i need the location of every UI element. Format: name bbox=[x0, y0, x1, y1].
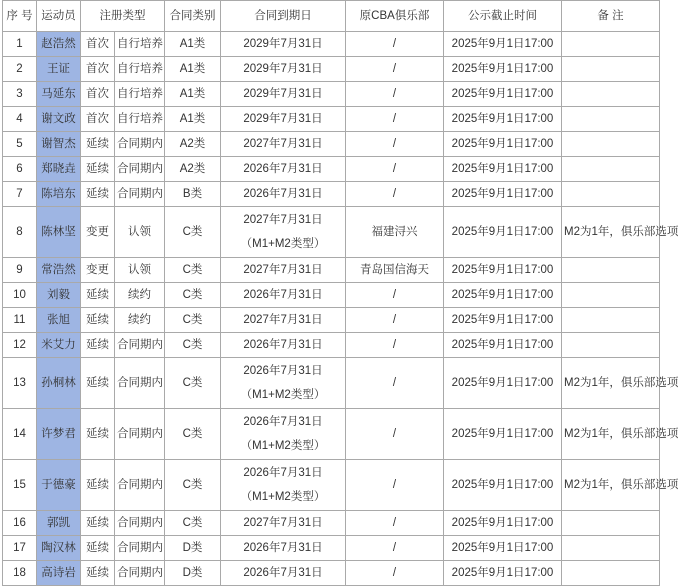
cell-player: 赵浩然 bbox=[37, 32, 81, 57]
cell-expiry-date bbox=[221, 460, 346, 511]
cell-note bbox=[562, 107, 660, 132]
cell-expiry-date bbox=[221, 536, 346, 561]
header-former-club: 原CBA俱乐部 bbox=[346, 1, 444, 32]
cell-note bbox=[562, 132, 660, 157]
cell-registration-subtype: 合同期内 bbox=[115, 132, 165, 157]
cell-registration-type: 首次 bbox=[81, 107, 115, 132]
table-row bbox=[3, 82, 660, 107]
cell-registration-subtype: 续约 bbox=[115, 283, 165, 308]
cell-former-club: / bbox=[346, 283, 444, 308]
cell-deadline: 2025年9月1日17:00 bbox=[444, 258, 562, 283]
player-registration-table bbox=[2, 0, 678, 586]
cell-expiry-date bbox=[221, 258, 346, 283]
expiry-date-line: 2027年7月31日 bbox=[243, 264, 323, 276]
expiry-date-line: 2027年7月31日 bbox=[243, 138, 323, 150]
cell-no: 18 bbox=[3, 561, 37, 586]
cell-expiry-date bbox=[221, 358, 346, 409]
cell-registration-type: 延续 bbox=[81, 536, 115, 561]
table-row bbox=[3, 333, 660, 358]
cell-expiry-date bbox=[221, 182, 346, 207]
table-row bbox=[3, 207, 660, 258]
cell-expiry-date bbox=[221, 283, 346, 308]
cell-deadline: 2025年9月1日17:00 bbox=[444, 283, 562, 308]
cell-deadline: 2025年9月1日17:00 bbox=[444, 333, 562, 358]
header-row bbox=[3, 1, 660, 32]
cell-former-club: / bbox=[346, 536, 444, 561]
cell-no: 14 bbox=[3, 409, 37, 460]
cell-expiry-date bbox=[221, 107, 346, 132]
expiry-date-line: 2027年7月31日 bbox=[243, 517, 323, 529]
header-deadline: 公示截止时间 bbox=[444, 1, 562, 32]
cell-no: 8 bbox=[3, 207, 37, 258]
cell-contract-category: C类 bbox=[165, 511, 221, 536]
cell-note: M2为1年，俱乐部选项 bbox=[562, 409, 660, 460]
table-row bbox=[3, 57, 660, 82]
cell-player: 孙桐林 bbox=[37, 358, 81, 409]
table-row bbox=[3, 283, 660, 308]
cell-contract-category: A1类 bbox=[165, 32, 221, 57]
cell-deadline: 2025年9月1日17:00 bbox=[444, 460, 562, 511]
table-row bbox=[3, 32, 660, 57]
cell-contract-category: C类 bbox=[165, 207, 221, 258]
cell-no: 9 bbox=[3, 258, 37, 283]
cell-player: 郑晓垚 bbox=[37, 157, 81, 182]
cell-deadline: 2025年9月1日17:00 bbox=[444, 409, 562, 460]
cell-contract-category: A2类 bbox=[165, 132, 221, 157]
cell-note: M2为1年，俱乐部选项 bbox=[562, 207, 660, 258]
cell-deadline: 2025年9月1日17:00 bbox=[444, 57, 562, 82]
cell-note bbox=[562, 333, 660, 358]
cell-former-club: / bbox=[346, 511, 444, 536]
cell-player: 米艾力 bbox=[37, 333, 81, 358]
cell-registration-subtype: 认领 bbox=[115, 258, 165, 283]
table-row bbox=[3, 308, 660, 333]
cell-registration-type: 延续 bbox=[81, 157, 115, 182]
cell-registration-subtype: 自行培养 bbox=[115, 57, 165, 82]
cell-former-club: / bbox=[346, 460, 444, 511]
cell-contract-category: A1类 bbox=[165, 82, 221, 107]
cell-former-club: / bbox=[346, 57, 444, 82]
cell-expiry-date bbox=[221, 207, 346, 258]
cell-deadline: 2025年9月1日17:00 bbox=[444, 358, 562, 409]
expiry-date-line: 2027年7月31日 bbox=[243, 314, 323, 326]
cell-contract-category: C类 bbox=[165, 308, 221, 333]
cell-registration-subtype: 续约 bbox=[115, 308, 165, 333]
cell-registration-subtype: 合同期内 bbox=[115, 561, 165, 586]
cell-player: 陈培东 bbox=[37, 182, 81, 207]
cell-deadline: 2025年9月1日17:00 bbox=[444, 561, 562, 586]
cell-registration-subtype: 认领 bbox=[115, 207, 165, 258]
cell-registration-type: 首次 bbox=[81, 32, 115, 57]
cell-no: 15 bbox=[3, 460, 37, 511]
cell-contract-category: C类 bbox=[165, 283, 221, 308]
cell-registration-type: 延续 bbox=[81, 511, 115, 536]
cell-former-club: / bbox=[346, 157, 444, 182]
header-no: 序 号 bbox=[3, 1, 37, 32]
header-registration-type: 注册类型 bbox=[81, 1, 165, 32]
cell-deadline: 2025年9月1日17:00 bbox=[444, 536, 562, 561]
cell-no: 1 bbox=[3, 32, 37, 57]
cell-deadline: 2025年9月1日17:00 bbox=[444, 157, 562, 182]
cell-former-club: / bbox=[346, 107, 444, 132]
cell-registration-subtype: 自行培养 bbox=[115, 82, 165, 107]
cell-note bbox=[562, 283, 660, 308]
cell-registration-subtype: 合同期内 bbox=[115, 157, 165, 182]
cell-player: 于德豪 bbox=[37, 460, 81, 511]
table-body bbox=[3, 32, 678, 586]
cell-contract-category: B类 bbox=[165, 182, 221, 207]
cell-no: 10 bbox=[3, 283, 37, 308]
cell-registration-subtype: 合同期内 bbox=[115, 511, 165, 536]
expiry-date-line: 2026年7月31日 bbox=[243, 339, 323, 351]
cell-player: 高诗岩 bbox=[37, 561, 81, 586]
cell-contract-category: A1类 bbox=[165, 107, 221, 132]
expiry-date-line: 2026年7月31日 bbox=[243, 542, 323, 554]
table-row bbox=[3, 132, 660, 157]
cell-player: 许梦君 bbox=[37, 409, 81, 460]
expiry-date-line: 2029年7月31日 bbox=[243, 38, 323, 50]
cell-no: 2 bbox=[3, 57, 37, 82]
cell-contract-category: A2类 bbox=[165, 157, 221, 182]
cell-note bbox=[562, 308, 660, 333]
table-row bbox=[3, 536, 660, 561]
cell-registration-type: 延续 bbox=[81, 358, 115, 409]
cell-registration-subtype: 合同期内 bbox=[115, 536, 165, 561]
cell-contract-category: A1类 bbox=[165, 57, 221, 82]
expiry-date-line: 2026年7月31日 bbox=[243, 467, 323, 479]
cell-expiry-date bbox=[221, 561, 346, 586]
cell-contract-category: C类 bbox=[165, 409, 221, 460]
cell-expiry-date bbox=[221, 511, 346, 536]
cell-no: 17 bbox=[3, 536, 37, 561]
cell-note: M2为1年，俱乐部选项 bbox=[562, 460, 660, 511]
cell-expiry-date bbox=[221, 409, 346, 460]
header-notes: 备 注 bbox=[562, 1, 660, 32]
cell-registration-type: 变更 bbox=[81, 258, 115, 283]
table-row bbox=[3, 561, 660, 586]
expiry-date-line: 2026年7月31日 bbox=[243, 188, 323, 200]
contract-type-line: （M1+M2类型） bbox=[240, 238, 326, 250]
cell-no: 16 bbox=[3, 511, 37, 536]
cell-registration-type: 延续 bbox=[81, 460, 115, 511]
table-row bbox=[3, 182, 660, 207]
cell-deadline: 2025年9月1日17:00 bbox=[444, 132, 562, 157]
cell-no: 5 bbox=[3, 132, 37, 157]
table-row bbox=[3, 157, 660, 182]
table-header bbox=[3, 1, 660, 32]
table-row bbox=[3, 358, 660, 409]
cell-expiry-date bbox=[221, 308, 346, 333]
cell-expiry-date bbox=[221, 132, 346, 157]
cell-contract-category: C类 bbox=[165, 358, 221, 409]
cell-registration-type: 延续 bbox=[81, 409, 115, 460]
expiry-date-line: 2026年7月31日 bbox=[243, 163, 323, 175]
expiry-date-line: 2029年7月31日 bbox=[243, 63, 323, 75]
cell-registration-subtype: 合同期内 bbox=[115, 409, 165, 460]
cell-registration-subtype: 自行培养 bbox=[115, 32, 165, 57]
cell-registration-type: 延续 bbox=[81, 283, 115, 308]
cell-registration-type: 延续 bbox=[81, 561, 115, 586]
cell-deadline: 2025年9月1日17:00 bbox=[444, 182, 562, 207]
cell-former-club: / bbox=[346, 182, 444, 207]
cell-deadline: 2025年9月1日17:00 bbox=[444, 107, 562, 132]
cell-player: 谢文政 bbox=[37, 107, 81, 132]
table-row bbox=[3, 409, 660, 460]
cell-player: 张旭 bbox=[37, 308, 81, 333]
cell-deadline: 2025年9月1日17:00 bbox=[444, 32, 562, 57]
expiry-date-line: 2026年7月31日 bbox=[243, 416, 323, 428]
cell-former-club: / bbox=[346, 358, 444, 409]
cell-no: 4 bbox=[3, 107, 37, 132]
cell-note bbox=[562, 82, 660, 107]
cell-registration-subtype: 合同期内 bbox=[115, 182, 165, 207]
cell-no: 12 bbox=[3, 333, 37, 358]
expiry-date-line: 2026年7月31日 bbox=[243, 289, 323, 301]
cell-note: M2为1年，俱乐部选项 bbox=[562, 358, 660, 409]
cell-contract-category: C类 bbox=[165, 460, 221, 511]
cell-registration-type: 变更 bbox=[81, 207, 115, 258]
cell-note bbox=[562, 258, 660, 283]
cell-registration-subtype: 合同期内 bbox=[115, 460, 165, 511]
cell-registration-type: 延续 bbox=[81, 333, 115, 358]
cell-no: 3 bbox=[3, 82, 37, 107]
expiry-date-line: 2026年7月31日 bbox=[243, 365, 323, 377]
cell-expiry-date bbox=[221, 82, 346, 107]
cell-deadline: 2025年9月1日17:00 bbox=[444, 511, 562, 536]
contract-type-line: （M1+M2类型） bbox=[240, 389, 326, 401]
expiry-date-line: 2027年7月31日 bbox=[243, 214, 323, 226]
cell-expiry-date bbox=[221, 333, 346, 358]
cell-contract-category: C类 bbox=[165, 333, 221, 358]
cell-note bbox=[562, 536, 660, 561]
cell-player: 王证 bbox=[37, 57, 81, 82]
cell-registration-type: 首次 bbox=[81, 57, 115, 82]
cell-former-club: / bbox=[346, 333, 444, 358]
cell-former-club: / bbox=[346, 132, 444, 157]
cell-registration-type: 延续 bbox=[81, 308, 115, 333]
cell-deadline: 2025年9月1日17:00 bbox=[444, 207, 562, 258]
cell-player: 马延东 bbox=[37, 82, 81, 107]
expiry-date-line: 2026年7月31日 bbox=[243, 567, 323, 579]
cell-no: 13 bbox=[3, 358, 37, 409]
cell-deadline: 2025年9月1日17:00 bbox=[444, 82, 562, 107]
cell-expiry-date bbox=[221, 32, 346, 57]
cell-registration-subtype: 自行培养 bbox=[115, 107, 165, 132]
cell-note bbox=[562, 561, 660, 586]
cell-former-club: / bbox=[346, 561, 444, 586]
table-row bbox=[3, 258, 660, 283]
cell-contract-category: D类 bbox=[165, 561, 221, 586]
cell-registration-type: 首次 bbox=[81, 82, 115, 107]
cell-no: 7 bbox=[3, 182, 37, 207]
cell-former-club: / bbox=[346, 409, 444, 460]
cell-player: 郭凯 bbox=[37, 511, 81, 536]
cell-former-club: / bbox=[346, 308, 444, 333]
cell-deadline: 2025年9月1日17:00 bbox=[444, 308, 562, 333]
expiry-date-line: 2029年7月31日 bbox=[243, 88, 323, 100]
table-row bbox=[3, 511, 660, 536]
cell-registration-type: 延续 bbox=[81, 182, 115, 207]
header-expiry-date: 合同到期日 bbox=[221, 1, 346, 32]
cell-note bbox=[562, 57, 660, 82]
cell-contract-category: D类 bbox=[165, 536, 221, 561]
cell-former-club: 青岛国信海天 bbox=[346, 258, 444, 283]
cell-registration-subtype: 合同期内 bbox=[115, 358, 165, 409]
cell-player: 陈林坚 bbox=[37, 207, 81, 258]
table-row bbox=[3, 460, 660, 511]
contract-type-line: （M1+M2类型） bbox=[240, 440, 326, 452]
cell-registration-subtype: 合同期内 bbox=[115, 333, 165, 358]
cell-player: 常浩然 bbox=[37, 258, 81, 283]
cell-former-club: / bbox=[346, 82, 444, 107]
cell-player: 陶汉林 bbox=[37, 536, 81, 561]
cell-former-club: 福建浔兴 bbox=[346, 207, 444, 258]
table-row bbox=[3, 107, 660, 132]
cell-expiry-date bbox=[221, 157, 346, 182]
cell-note bbox=[562, 32, 660, 57]
header-player: 运动员 bbox=[37, 1, 81, 32]
cell-contract-category: C类 bbox=[165, 258, 221, 283]
cell-no: 6 bbox=[3, 157, 37, 182]
cell-note bbox=[562, 511, 660, 536]
cell-note bbox=[562, 157, 660, 182]
cell-player: 刘毅 bbox=[37, 283, 81, 308]
contract-type-line: （M1+M2类型） bbox=[240, 491, 326, 503]
cell-player: 谢智杰 bbox=[37, 132, 81, 157]
header-contract-category: 合同类别 bbox=[165, 1, 221, 32]
cell-expiry-date bbox=[221, 57, 346, 82]
cell-no: 11 bbox=[3, 308, 37, 333]
cell-registration-type: 延续 bbox=[81, 132, 115, 157]
expiry-date-line: 2029年7月31日 bbox=[243, 113, 323, 125]
cell-note bbox=[562, 182, 660, 207]
cell-former-club: / bbox=[346, 32, 444, 57]
